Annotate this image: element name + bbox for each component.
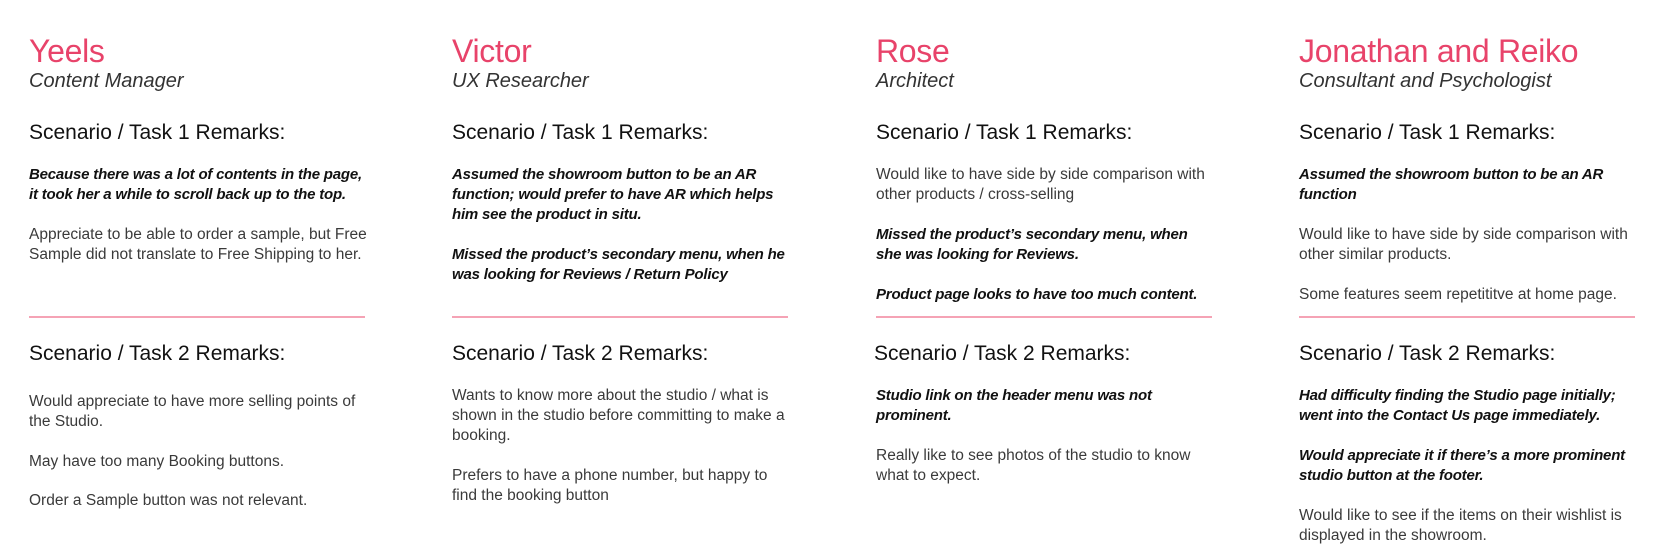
task1-remark: Some features seem repetititve at home page.: [1299, 286, 1617, 303]
persona-name: Jonathan and Reiko: [1299, 33, 1579, 69]
persona-role: Consultant and Psychologist: [1299, 70, 1552, 92]
task1-heading: Scenario / Task 1 Remarks:: [876, 121, 1133, 144]
persona-card-yeels: [29, 0, 369, 560]
section-divider: [452, 316, 788, 318]
task2-remark: Really like to see photos of the studio to know what to expect.: [876, 447, 1191, 484]
persona-name: Victor: [452, 33, 532, 69]
task2-remark: Had difficulty finding the Studio page initially; went into the Contact Us page immediately.: [1299, 387, 1616, 424]
task1-remark: Assumed the showroom button to be an AR function; would prefer to have AR which helps him see the product in situ.: [452, 166, 774, 223]
task2-remark: May have too many Booking buttons.: [29, 453, 285, 470]
persona-role: UX Researcher: [452, 70, 589, 92]
task2-remark: Studio link on the header menu was not prominent.: [876, 387, 1152, 424]
task2-remark: Prefers to have a phone number, but happy to find the booking button: [452, 467, 768, 504]
task1-remark: Would like to have side by side comparison with other products / cross-selling: [876, 166, 1205, 203]
task1-heading: Scenario / Task 1 Remarks:: [452, 121, 709, 144]
task1-remark: Would like to have side by side comparison with other similar products.: [1299, 226, 1628, 263]
section-divider: [29, 316, 365, 318]
task2-heading: Scenario / Task 2 Remarks:: [1299, 342, 1556, 365]
task2-heading: Scenario / Task 2 Remarks:: [874, 342, 1131, 365]
persona-role: Content Manager: [29, 70, 184, 92]
persona-card-victor: [452, 0, 792, 560]
task1-remark: Missed the product’s secondary menu, when he was looking for Reviews / Return Policy: [452, 246, 785, 283]
task2-remark: Order a Sample button was not relevant.: [29, 492, 308, 509]
task1-remark: Missed the product’s secondary menu, when she was looking for Reviews.: [876, 226, 1188, 263]
persona-card-rose: [876, 0, 1216, 560]
task2-heading: Scenario / Task 2 Remarks:: [29, 342, 286, 365]
task2-remark: Would appreciate to have more selling points of the Studio.: [29, 393, 356, 430]
task2-remark: Wants to know more about the studio / what is shown in the studio before committing to make a booking.: [452, 387, 785, 444]
task1-remark: Assumed the showroom button to be an AR function: [1299, 166, 1604, 203]
task1-remark: Product page looks to have too much content.: [876, 286, 1198, 303]
task1-heading: Scenario / Task 1 Remarks:: [29, 121, 286, 144]
task2-remark: Would like to see if the items on their wishlist is displayed in the showroom.: [1299, 507, 1622, 544]
persona-name: Rose: [876, 33, 950, 69]
task2-remark: Would appreciate it if there’s a more prominent studio button at the footer.: [1299, 447, 1625, 484]
task1-remark: Appreciate to be able to order a sample, but Free Sample did not translate to Free Shipping to her.: [29, 226, 367, 263]
section-divider: [876, 316, 1212, 318]
persona-name: Yeels: [29, 33, 105, 69]
section-divider: [1299, 316, 1635, 318]
persona-card-jonathan-and-reiko: [1299, 0, 1639, 560]
task1-remark: Because there was a lot of contents in the page, it took her a while to scroll back up to the top.: [29, 166, 362, 203]
task2-heading: Scenario / Task 2 Remarks:: [452, 342, 709, 365]
persona-role: Architect: [876, 70, 954, 92]
task1-heading: Scenario / Task 1 Remarks:: [1299, 121, 1556, 144]
